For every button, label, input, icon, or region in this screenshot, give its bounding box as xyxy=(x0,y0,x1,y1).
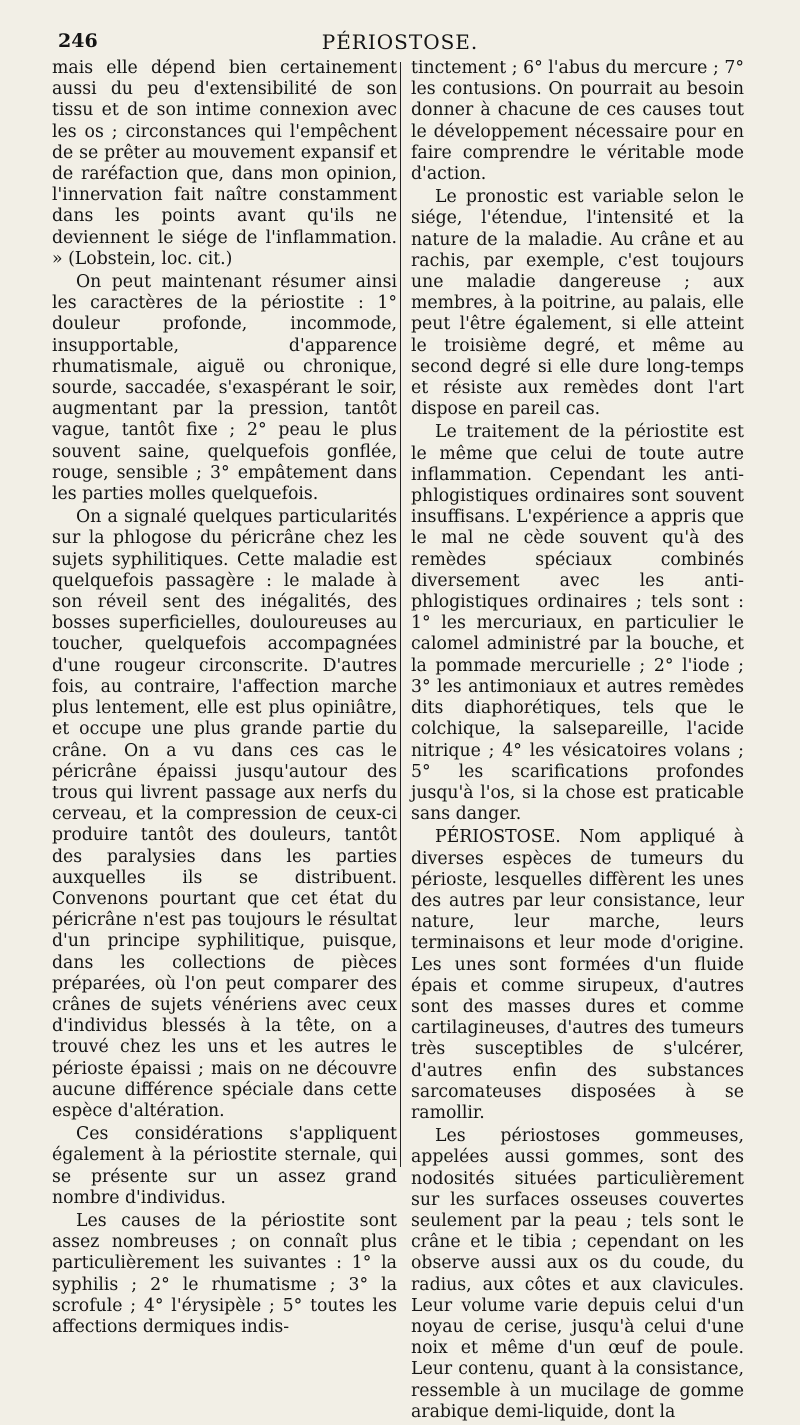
paragraph: mais elle dépend bien certainement aussi du peu d'extensibilité de son tissu et de son intime connexion avec les os ; circonstances qui l'empêchent de se prêter au mouvement expansif et de raréfaction que, dans mon opinion, l'innervation fait naître constamment dans les points avant qu'ils ne deviennent le siége de l'inflammation. » (Lobstein, loc. cit.) xyxy=(52,58,397,269)
paragraph: Les causes de la périostite sont assez nombreuses ; on connaît plus particulièrement les suivantes : 1° la syphilis ; 2° le rhumatisme ; 3° la scrofule ; 4° l'érysipèle ; 5° toutes les affections dermiques indis- xyxy=(52,1210,397,1337)
paragraph: Le pronostic est variable selon le siége, l'étendue, l'intensité et la nature de la maladie. Au crâne et au rachis, par exemple, c'est toujours une maladie dangereuse ; aux membres, à la poitrine, au palais, elle peut l'être également, si elle atteint le troisième degré, et même au second degré si elle dure long-temps et résiste aux remèdes dont l'art dispose en pareil cas. xyxy=(411,187,744,420)
column-divider xyxy=(400,62,401,1167)
paragraph: On a signalé quelques particularités sur la phlogose du péricrâne chez les sujets syphilitiques. Cette maladie est quelquefois passagère : le malade à son réveil sent des inégalités, des bosses superficielles, douloureuses au toucher, quelquefois accompagnées d'une rougeur circonscrite. D'autres fois, au contraire, l'affection marche plus lentement, elle est plus opiniâtre, et occupe une plus grande partie du crâne. On a vu dans ces cas le péricrâne épaissi jusqu'autour des trous qui livrent passage aux nerfs du cerveau, et la compression de ceux-ci produire tantôt des douleurs, tantôt des paralysies dans les parties auxquelles ils se distribuent. Convenons pourtant que cet état du péricrâne n'est pas toujours le résultat d'un principe syphilitique, puisque, dans les collections de pièces préparées, où l'on peut comparer des crânes de sujets vénériens avec ceux d'individus blessés à la tête, on a trouvé chez les uns et les autres le périoste épaissi ; mais on ne découvre aucune différence spéciale dans cette espèce d'altération. xyxy=(52,507,397,1121)
paragraph: PÉRIOSTOSE. Nom appliqué à diverses espèces de tumeurs du périoste, lesquelles diffèrent les unes des autres par leur consistance, leur nature, leur marche, leurs terminaisons et leur mode d'origine. Les unes sont formées d'un fluide épais et comme sirupeux, d'autres sont des masses dures et comme cartilagineuses, d'autres des tumeurs très susceptibles de s'ulcérer, d'autres enfin des substances sarcomateuses disposées à se ramollir. xyxy=(411,827,744,1123)
paragraph: Le traitement de la périostite est le même que celui de toute autre inflammation. Cependant les anti-phlogistiques ordinaires sont souvent insuffisans. L'expérience a appris que le mal ne cède souvent qu'à des remèdes spéciaux combinés diversement avec les anti-phlogistiques ordinaires ; tels sont : 1° les mercuriaux, en particulier le calomel administré par la bouche, et la pommade mercurielle ; 2° l'iode ; 3° les antimoniaux et autres remèdes dits diaphorétiques, tels que le colchique, la salsepareille, l'acide nitrique ; 4° les vésicatoires volans ; 5° les scarifications profondes jusqu'à l'os, si la chose est praticable sans danger. xyxy=(411,422,744,825)
paragraph: tinctement ; 6° l'abus du mercure ; 7° les contusions. On pourrait au besoin donner à chacune de ces causes tout le développement nécessaire pour en faire comprendre le véritable mode d'action. xyxy=(411,58,744,185)
left-column xyxy=(52,58,397,1340)
paragraph: Les périostoses gommeuses, appelées aussi gommes, sont des nodosités situées particulièrement sur les surfaces osseuses couvertes seulement par la peau ; tels sont le crâne et le tibia ; cependant on les observe aussi aux os du coude, du radius, aux côtes et aux clavicules. Leur volume varie depuis celui d'un noyau de cerise, jusqu'à celui d'une noix et même d'un œuf de poule. Leur contenu, quant à la consistance, ressemble à un mucilage de gomme arabique demi-liquide, dont la xyxy=(411,1126,744,1422)
paragraph: On peut maintenant résumer ainsi les caractères de la périostite : 1° douleur profonde, incommode, insupportable, d'apparence rhumatismale, aiguë ou chronique, sourde, saccadée, s'exaspérant le soir, augmentant par la pression, tantôt vague, tantôt fixe ; 2° peau le plus souvent saine, quelquefois gonflée, rouge, sensible ; 3° empâtement dans les parties molles quelquefois. xyxy=(52,272,397,505)
page-number: 246 xyxy=(58,30,98,52)
running-title: PÉRIOSTOSE. xyxy=(321,30,479,54)
paragraph: Ces considérations s'appliquent également à la périostite sternale, qui se présente sur un assez grand nombre d'individus. xyxy=(52,1124,397,1208)
right-column xyxy=(411,58,744,1425)
